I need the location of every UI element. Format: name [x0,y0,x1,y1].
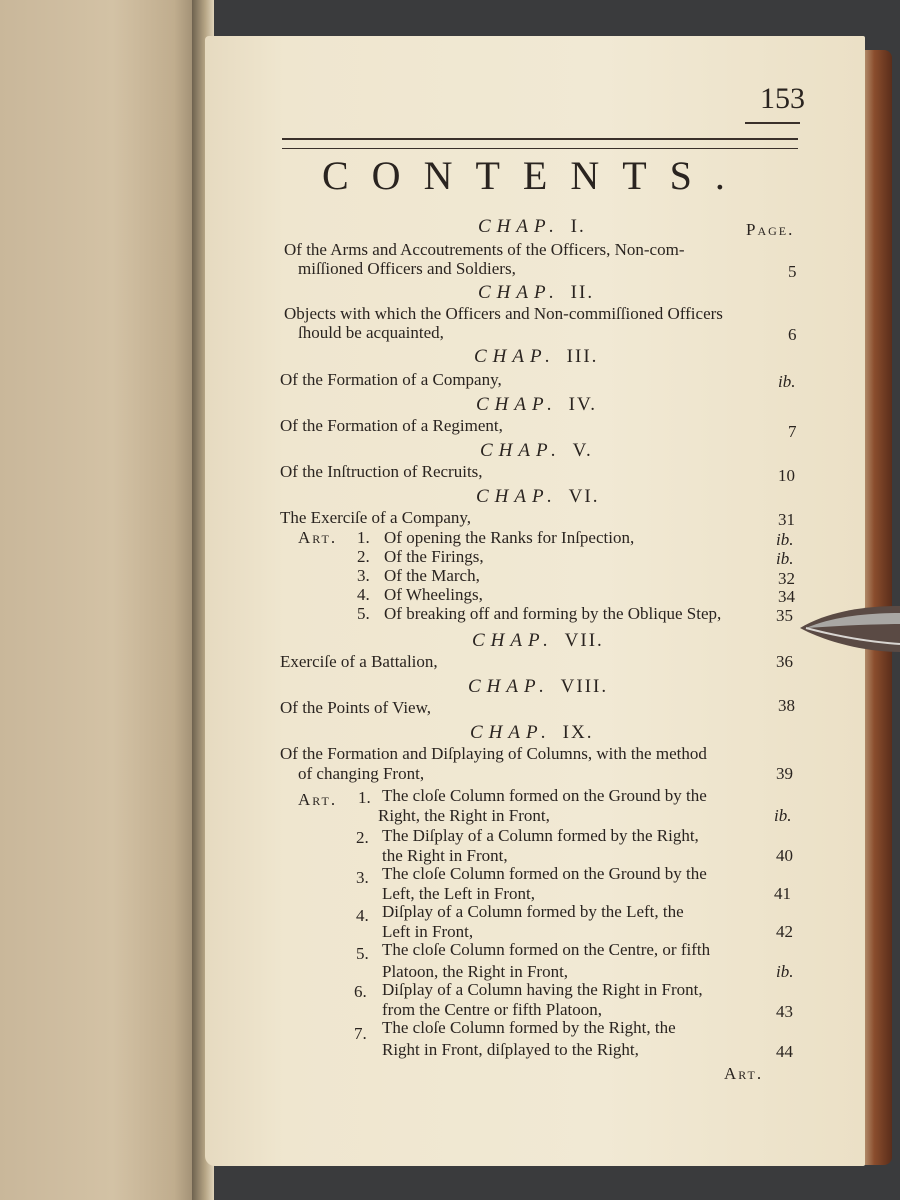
chap-label: CHAP. [478,282,560,303]
art-number: 4. [356,906,369,925]
entry-line: Of the Arms and Accoutrements of the Officers, Non-com- [284,240,685,259]
entry-line: Of the Formation and Diſplaying of Columns, with the method [280,744,707,763]
art-text: Platoon, the Right in Front, [382,962,569,981]
art-number: 7. [354,1024,367,1043]
entry-page: 44 [776,1042,793,1061]
entry-page: 39 [776,764,793,783]
chapter-heading [478,216,586,238]
entry-page: 40 [776,846,793,865]
art-text: The cloſe Column formed by the Right, the [382,1018,676,1037]
art-text: The Diſplay of a Column formed by the Right, [382,826,699,845]
entry-page: ib. [776,530,794,549]
entry-page: 34 [778,587,795,606]
chap-number: VI. [568,486,600,507]
chapter-heading [474,346,598,368]
chapter-heading [468,676,608,698]
art-text: Left in Front, [382,922,474,941]
chap-number: II. [570,282,595,303]
chapter-heading [476,394,597,416]
art-text: Diſplay of a Column having the Right in Front, [382,980,703,999]
entry-page: ib. [776,962,794,981]
entry-page: 43 [776,1002,793,1021]
chap-label: CHAP. [470,722,552,743]
art-label: Art. [298,790,338,809]
art-label: Art. [298,528,338,547]
art-number: 4. [357,585,370,604]
chap-label: CHAP. [472,630,554,651]
chapter-heading [470,722,593,744]
page-column-header: Page. [746,220,795,239]
entry-page: 7 [788,422,797,441]
art-text: Right in Front, diſplayed to the Right, [382,1040,639,1059]
entry-page: 31 [778,510,795,529]
entry-page: ib. [776,549,794,568]
entry-page: 36 [776,652,793,671]
chap-label: CHAP. [476,486,558,507]
art-text: Of opening the Ranks for Inſpection, [384,528,635,547]
chapter-heading [476,486,599,508]
art-text: Of Wheelings, [384,585,483,604]
art-text: the Right in Front, [382,846,508,865]
entry-line: Objects with which the Officers and Non-commiſſioned Officers [284,304,723,323]
entry-page: 42 [776,922,793,941]
entry-line: Of the Inſtruction of Recruits, [280,462,483,481]
chap-number: I. [570,216,586,237]
chap-number: V. [572,440,593,461]
chap-label: CHAP. [476,394,558,415]
art-number: 5. [356,944,369,963]
art-text: The cloſe Column formed on the Ground by the [382,786,707,805]
chap-label: CHAP. [468,676,550,697]
art-text: The cloſe Column formed on the Ground by the [382,864,707,883]
art-number: 6. [354,982,367,1001]
entry-line: miſſioned Officers and Soldiers, [298,259,516,278]
chap-number: IX. [562,722,594,743]
bookmark-pointer [800,600,900,658]
entry-page: ib. [778,372,796,391]
chap-number: IV. [568,394,598,415]
chap-label: CHAP. [474,346,556,367]
entry-page: 38 [778,696,795,715]
art-number: 2. [357,547,370,566]
entry-page: 32 [778,569,795,588]
entry-line: Of the Formation of a Company, [280,370,502,389]
entry-line: of changing Front, [298,764,425,783]
left-page [0,0,205,1200]
entry-page: 6 [788,325,797,344]
entry-line: Exerciſe of a Battalion, [280,652,438,671]
entry-page: ib. [774,806,792,825]
art-number: 1. [357,528,370,547]
chap-label: CHAP. [478,216,560,237]
entry-page: 35 [776,606,793,625]
art-text: Right, the Right in Front, [378,806,550,825]
entry-line: ſhould be acquainted, [298,323,444,342]
entry-line: Of the Points of View, [280,698,432,717]
entry-line: Of the Formation of a Regiment, [280,416,503,435]
chapter-heading [480,440,593,462]
art-text: from the Centre or fifth Platoon, [382,1000,603,1019]
art-number: 1. [358,788,371,807]
art-text: Of the March, [384,566,480,585]
chapter-heading [478,282,594,304]
chap-label: CHAP. [480,440,562,461]
art-number: 3. [356,868,369,887]
chap-number: III. [566,346,599,367]
entry-line: The Exerciſe of a Company, [280,508,472,527]
page-number: 153 [760,82,805,115]
art-number: 2. [356,828,369,847]
art-text: Left, the Left in Front, [382,884,535,903]
chap-number: VIII. [560,676,609,697]
catchword: Art. [724,1064,764,1083]
entry-page: 10 [778,466,795,485]
page-title: CONTENTS. [322,153,748,198]
art-number: 3. [357,566,370,585]
art-number: 5. [357,604,370,623]
art-text: Diſplay of a Column formed by the Left, the [382,902,684,921]
art-text: Of the Firings, [384,547,484,566]
entry-page: 41 [774,884,791,903]
art-text: Of breaking off and forming by the Oblique Step, [384,604,722,623]
chap-number: VII. [564,630,604,651]
double-rule [282,138,798,149]
page-number-rule [745,122,800,124]
entry-page: 5 [788,262,797,281]
chapter-heading [472,630,604,652]
art-text: The cloſe Column formed on the Centre, or fifth [382,940,711,959]
